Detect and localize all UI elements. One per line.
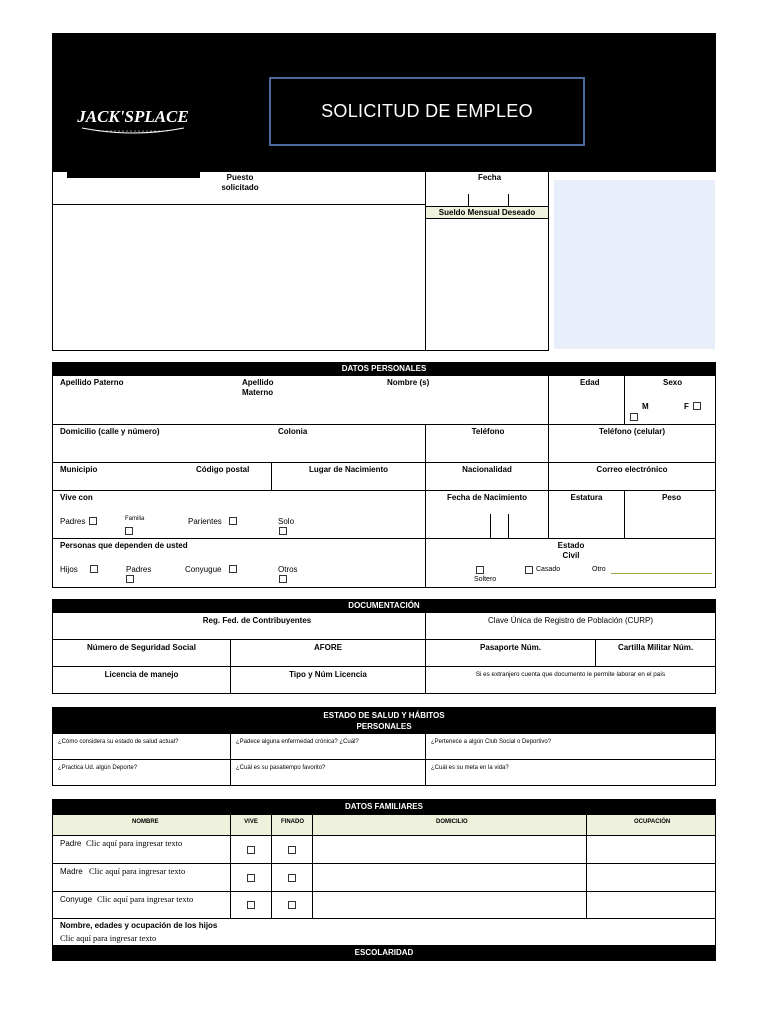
fam-hijos-label: Nombre, edades y ocupación de los hijos xyxy=(60,921,218,930)
fam-hijos-input[interactable]: Clic aquí para ingresar texto xyxy=(60,933,157,943)
peso-label: Peso xyxy=(662,493,682,502)
sexo-f-label: F xyxy=(684,402,689,411)
extranjero-label: Si es extranjero cuenta que documento le permite laborar en el país xyxy=(475,671,666,678)
dep-hijos-label: Hijos xyxy=(60,565,78,574)
vive-con-label: Vive con xyxy=(60,493,93,502)
vive-padres-checkbox[interactable] xyxy=(89,517,97,525)
fam-padre-domicilio-cell[interactable] xyxy=(312,835,587,864)
fam-padre-finado-checkbox[interactable] xyxy=(288,846,296,854)
fam-conyuge-domicilio-cell[interactable] xyxy=(312,891,587,919)
otro-label: Otro xyxy=(592,566,606,573)
fecha-divider-1 xyxy=(468,194,469,206)
salud-title-line1: ESTADO DE SALUD Y HÁBITOS xyxy=(323,711,445,720)
soltero-label: Soltero xyxy=(474,576,497,583)
vive-padres-label: Padres xyxy=(60,517,86,526)
apellido-paterno-label: Apellido Paterno xyxy=(60,378,124,387)
sueldo-label: Sueldo Mensual Deseado xyxy=(438,208,536,217)
fam-madre-ocupacion-cell[interactable] xyxy=(586,863,716,892)
soltero-checkbox[interactable] xyxy=(476,566,484,574)
estatura-label: Estatura xyxy=(570,493,603,502)
otro-input-line[interactable] xyxy=(611,573,712,574)
afore-label: AFORE xyxy=(314,643,342,652)
dep-padres-checkbox[interactable] xyxy=(126,575,134,583)
page-title: SOLICITUD DE EMPLEO xyxy=(321,101,533,121)
correo-label: Correo electrónico xyxy=(596,465,668,474)
nacionalidad-label: Nacionalidad xyxy=(462,465,512,474)
fnac-divider-2 xyxy=(508,514,509,539)
municipio-label: Municipio xyxy=(60,465,98,474)
colonia-label: Colonia xyxy=(278,427,308,436)
dependientes-label: Personas que dependen de usted xyxy=(60,541,188,550)
fam-conyuge-ocupacion-cell[interactable] xyxy=(586,891,716,919)
fam-conyuge-input[interactable]: Clic aquí para ingresar texto xyxy=(97,894,194,904)
sexo-m-label: M xyxy=(642,402,649,411)
familiares-title: DATOS FAMILIARES xyxy=(52,799,716,815)
vive-familia-label: Familia xyxy=(125,516,145,522)
salud-q2-label: ¿Padece alguna enfermedad crónica? ¿Cuál? xyxy=(236,739,359,745)
vive-parientes-checkbox[interactable] xyxy=(229,517,237,525)
vive-solo-label: Solo xyxy=(278,517,295,526)
salud-q1-label: ¿Cómo considera su estado de salud actual? xyxy=(58,739,179,745)
photo-box xyxy=(554,180,715,349)
puesto-area[interactable] xyxy=(52,204,426,351)
dep-hijos-checkbox[interactable] xyxy=(90,565,98,573)
rfc-label: Reg. Fed. de Contribuyentes xyxy=(202,616,312,625)
codigo-postal-label: Código postal xyxy=(196,465,250,474)
fam-madre-domicilio-cell[interactable] xyxy=(312,863,587,892)
fam-padre-ocupacion-cell[interactable] xyxy=(586,835,716,864)
cartilla-label: Cartilla Militar Núm. xyxy=(617,643,694,652)
lugar-nacimiento-label: Lugar de Nacimiento xyxy=(308,465,389,474)
fam-conyuge-finado-checkbox[interactable] xyxy=(288,901,296,909)
title-box xyxy=(269,77,585,146)
vive-solo-checkbox[interactable] xyxy=(279,527,287,535)
nombre-row xyxy=(52,375,549,425)
sexo-label: Sexo xyxy=(663,378,683,387)
fam-madre-finado-checkbox[interactable] xyxy=(288,874,296,882)
fam-col-nombre: NOMBRE xyxy=(132,819,159,825)
telefono-label: Teléfono xyxy=(471,427,505,436)
fam-padre-input[interactable]: Clic aquí para ingresar texto xyxy=(86,838,183,848)
dep-padres-label: Padres xyxy=(126,565,152,574)
puesto-label: Puesto solicitado xyxy=(221,173,259,192)
vive-familia-checkbox[interactable] xyxy=(125,527,133,535)
salud-q5-label: ¿Cuál es su pasatiempo favorito? xyxy=(236,765,326,771)
sueldo-area[interactable] xyxy=(425,218,549,351)
dep-conyugue-label: Conyugue xyxy=(185,565,222,574)
salud-title xyxy=(52,707,716,734)
fam-conyuge-vive-checkbox[interactable] xyxy=(247,901,255,909)
pasaporte-label: Pasaporte Núm. xyxy=(480,643,541,652)
nss-label: Número de Seguridad Social xyxy=(87,643,196,652)
curp-label: Clave Única de Registro de Población (CURP) xyxy=(488,616,653,625)
casado-label: Casado xyxy=(536,566,561,573)
licencia-label: Licencia de manejo xyxy=(104,670,179,679)
fam-madre-label: Madre xyxy=(60,867,83,876)
vive-parientes-label: Parientes xyxy=(188,517,222,526)
logo-text: JACK'SPLACE xyxy=(77,107,189,126)
personales-title: DATOS PERSONALES xyxy=(52,362,716,376)
celular-label: Teléfono (celular) xyxy=(598,427,666,436)
fam-col-domicilio: DOMICILIO xyxy=(436,819,468,825)
fam-col-ocupacion: OCUPACIÓN xyxy=(634,819,671,825)
fecha-nacimiento-label: Fecha de Nacimiento xyxy=(446,493,528,502)
fecha-label: Fecha xyxy=(478,173,502,182)
fecha-divider-2 xyxy=(508,194,509,206)
casado-checkbox[interactable] xyxy=(525,566,533,574)
salud-title-line2: PERSONALES xyxy=(356,722,412,731)
vive-con-cell xyxy=(52,490,426,539)
apellido-materno-label: Apellido Materno xyxy=(242,378,274,397)
nombre-label: Nombre (s) xyxy=(387,378,430,387)
fam-col-finado: FINADO xyxy=(281,819,304,825)
salud-q3-label: ¿Pertenece a algún Club Social o Deportivo? xyxy=(431,739,552,745)
documentacion-title: DOCUMENTACIÓN xyxy=(52,599,716,613)
domicilio-label: Domicilio (calle y número) xyxy=(60,427,160,436)
fam-col-vive: VIVE xyxy=(244,819,258,825)
escolaridad-title: ESCOLARIDAD xyxy=(52,945,716,961)
dep-otros-label: Otros xyxy=(278,565,298,574)
fam-conyuge-label: Conyuge xyxy=(60,895,93,904)
sexo-f-checkbox[interactable] xyxy=(693,402,701,410)
salud-q4-label: ¿Practica Ud. algún Deporte? xyxy=(58,765,138,771)
tipo-licencia-label: Tipo y Núm Licencia xyxy=(289,670,367,679)
dep-conyugue-checkbox[interactable] xyxy=(229,565,237,573)
fam-madre-input[interactable]: Clic aquí para ingresar texto xyxy=(89,866,186,876)
fnac-divider-1 xyxy=(490,514,491,539)
fam-madre-vive-checkbox[interactable] xyxy=(247,874,255,882)
fam-padre-label: Padre xyxy=(60,839,82,848)
edad-label: Edad xyxy=(580,378,600,387)
sexo-m-checkbox[interactable] xyxy=(630,413,638,421)
estado-civil-label: Estado Civil xyxy=(557,541,585,560)
company-logo xyxy=(68,98,198,138)
dep-otros-checkbox[interactable] xyxy=(279,575,287,583)
fam-padre-vive-checkbox[interactable] xyxy=(247,846,255,854)
salud-q6-label: ¿Cuál es su meta en la vida? xyxy=(431,765,509,771)
